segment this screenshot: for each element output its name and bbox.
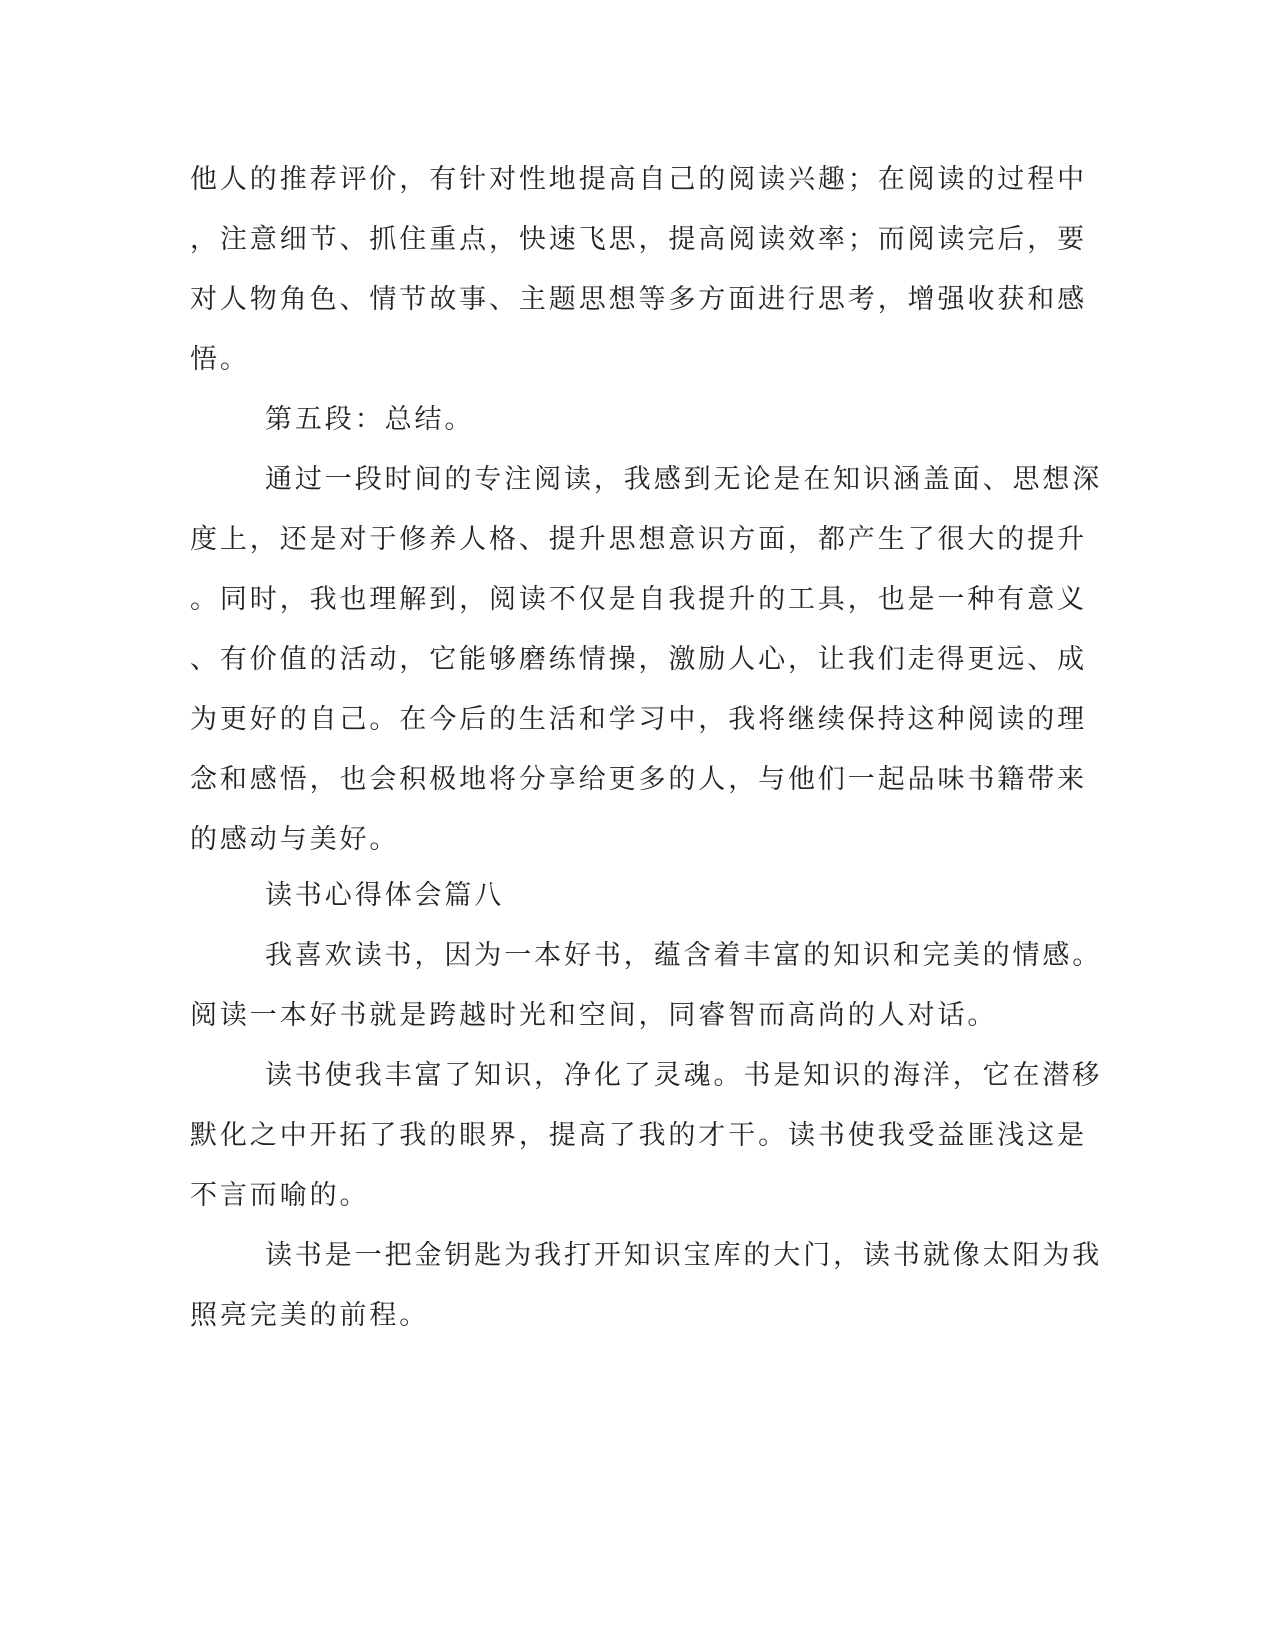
text-line: ，注意细节、抓住重点，快速飞思，提高阅读效率；而阅读完后，要 <box>190 224 1087 255</box>
text-line: 读书使我丰富了知识，净化了灵魂。书是知识的海洋，它在潜移 <box>265 1060 1103 1091</box>
text-line: 他人的推荐评价，有针对性地提高自己的阅读兴趣；在阅读的过程中 <box>190 164 1087 195</box>
text-line: 、有价值的活动，它能够磨练情操，激励人心，让我们走得更远、成 <box>190 644 1087 675</box>
text-line: 度上，还是对于修养人格、提升思想意识方面，都产生了很大的提升 <box>190 524 1087 555</box>
text-line: 通过一段时间的专注阅读，我感到无论是在知识涵盖面、思想深 <box>265 464 1103 495</box>
text-line: 悟。 <box>190 344 250 375</box>
text-line: 对人物角色、情节故事、主题思想等多方面进行思考，增强收获和感 <box>190 284 1087 315</box>
text-line: 不言而喻的。 <box>190 1180 370 1211</box>
text-line: 照亮完美的前程。 <box>190 1300 430 1331</box>
text-line: 默化之中开拓了我的眼界，提高了我的才干。读书使我受益匪浅这是 <box>190 1120 1087 1151</box>
text-line: 念和感悟，也会积极地将分享给更多的人，与他们一起品味书籍带来 <box>190 764 1087 795</box>
section-heading: 第五段：总结。 <box>265 404 475 435</box>
text-line: 我喜欢读书，因为一本好书，蕴含着丰富的知识和完美的情感。 <box>265 940 1103 971</box>
text-line: 阅读一本好书就是跨越时光和空间，同睿智而高尚的人对话。 <box>190 1000 998 1031</box>
text-line: 。同时，我也理解到，阅读不仅是自我提升的工具，也是一种有意义 <box>190 584 1087 615</box>
text-line: 的感动与美好。 <box>190 824 400 855</box>
section-title: 读书心得体会篇八 <box>265 880 505 911</box>
text-line: 读书是一把金钥匙为我打开知识宝库的大门，读书就像太阳为我 <box>265 1240 1103 1271</box>
text-line: 为更好的自己。在今后的生活和学习中，我将继续保持这种阅读的理 <box>190 704 1087 735</box>
